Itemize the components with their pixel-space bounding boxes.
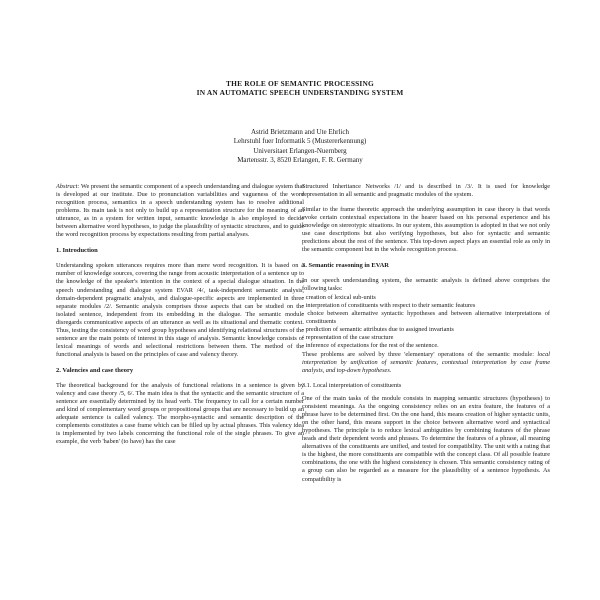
subsection-3-1-heading: 3.1. Local interpretation of constituents [302, 381, 402, 389]
author-institute: Lehrstuhl fuer Informatik 5 (Mustererkennung) [233, 137, 367, 146]
section-3-intro: In our speech understanding system, the semantic analysis is defined above comprises the following tasks: [302, 277, 550, 293]
subsection-3-1-text: One of the main tasks of the module consists in mapping semantic structures (hypotheses) to consistent meanings. As the ongoing consistency relies on an extra feature, the features of a phrase have to be determined first. On the one hand, this means creation of higher syntactic units, on the other hand, this means support in the choice between alternative word and syntactical hypotheses. The principle is to reduce lexical ambiguities by combining features of the phrase heads and their dependent words and phrases. To determine the features of a phrase, all meaning alternatives of the constituents are unified, and tested for compatibility. The unit with a rating that is the highest, the more constituents are compatible with the concept class. Of all possible feature combinations, the one with the highest consistency is chosen. This semantic consistency rating of a group can also be regarded as a measure for the plausibility of a sentence hypothesis. As compatibility is [302, 395, 550, 483]
task-list-item: - creation of lexical sub-units [302, 293, 376, 301]
right-paragraph-2: Similar to the frame theoretic approach the underlying assumption in case theory is that words evoke certain contextual expectations in the hearer based on his personal experience and his knowledge on stereotypic situations. In our system, this assumption is adopted in that we not only use case descriptions but also verifying hypotheses, but also for syntactic and semantic predictions about the rest of the sentence. This top-down aspect plays an essential role as only in the semantic component but in the whole recognition process. [302, 206, 550, 254]
abstract-text: We present the semantic component of a speech understanding and dialogue system that is developed at our institute. Due to pronunciation variabilities and vagueness of the word recognition process, semantics in a speech understanding system has to resolve additional problems. Its main task is not only to build up a representation structure for the meaning of an utterance, as in a system for written input, semantic knowledge is also employed to decide between alternative word hypotheses, to judge the plausibility of syntactic structures, and to guide the word recognition process by expectations resulting from partial analyses. [56, 183, 304, 239]
task-list-item: - prediction of semantic attributes due to assigned invariants [302, 325, 454, 333]
section-3-heading: 3. Semantic reasoning in EVAR [302, 262, 389, 270]
section-2-text: The theoretical background for the analysis of functional relations in a sentence is given by valency and case theory /5, 6/. The main idea is that the syntactic and the semantic structure of a sentence are essentially determined by its head verb. The frequency to call for a certain number and kind of complementary word groups or propositional groups that are necessary to build up an adequate sentence is called valency. The morpho-syntactic and semantic description of the complements constitutes a case frame which can be filled up by actual phrases. This valency idea is implemented by two labels concerning the functional role of the single phrases. To give an example, the verb 'haben' (to have) has the case [56, 381, 304, 446]
section-1-text: Understanding spoken utterances requires more than mere word recognition. It is based on a number of knowledge sources, covering the range from acoustic interpretation of a sentence up to the knowledge of the speaker's intention in the context of a special dialogue situation. In the speech understanding and dialogue system EVAR /4/, task-independent semantic analysis, domain-dependent pragmatic analysis, and dialogue-specific aspects are implemented in three separate modules /2/. Semantic analysis comprises those aspects that can be studied on the isolated sentence, independent from its embedding in the dialogue. The semantic module disregards communicative aspects of an utterance as well as its situational and thematic context. Thus, testing the consistency of word group hypotheses and identifying relational structures of the sentence are the main points of interest in this stage of analysis. Semantic knowledge consists of lexical meanings of words and selectional restrictions between them. The method of the functional analysis is based on the principles of case and valency theory. [56, 262, 304, 358]
p3-text-a: These problems are solved by three 'elementary' operations of the semantic module: [302, 350, 538, 358]
abstract-label: Abstract: [56, 183, 80, 190]
task-list-item: - choice between alternative syntactic hypotheses and between alternative interpretations of constituents [302, 309, 550, 325]
title-line-2: IN AN AUTOMATIC SPEECH UNDERSTANDING SYSTEM [196, 88, 404, 97]
abstract [56, 183, 304, 239]
task-list-item: - representation of the case structure [302, 333, 394, 341]
section-1-heading: 1. Introduction [56, 247, 98, 255]
author-address: Martensstr. 3, 8520 Erlangen, F. R. Germany [237, 155, 363, 164]
author-university: Universitaet Erlangen-Nuernberg [253, 146, 347, 155]
right-paragraph-3 [302, 351, 550, 375]
paper-title [0, 79, 600, 97]
task-list-item: - interpretation of constituents with respect to their semantic features [302, 301, 476, 309]
author-names: Astrid Brietzmann and Ute Ehrlich [251, 128, 349, 136]
section-2-heading: 2. Valencies and case theory [56, 366, 134, 374]
left-column [56, 183, 304, 446]
right-paragraph-1: Structured Inheritance Networks /1/ and is described in /3/. It is used for knowledge representation in all semantic and pragmatic modules of the system. [302, 183, 550, 199]
author-block [0, 128, 600, 165]
right-column [302, 183, 550, 484]
title-line-1: THE ROLE OF SEMANTIC PROCESSING [225, 79, 374, 88]
task-list [302, 294, 550, 350]
task-list-item: - inference of expectations for the rest of the sentence. [302, 341, 439, 349]
p3-operations: local interpretation by unification of semantic features, contextual interpretation by case frame analysis, and top-down hypotheses [302, 350, 550, 374]
p3-text-b: . [389, 366, 392, 374]
